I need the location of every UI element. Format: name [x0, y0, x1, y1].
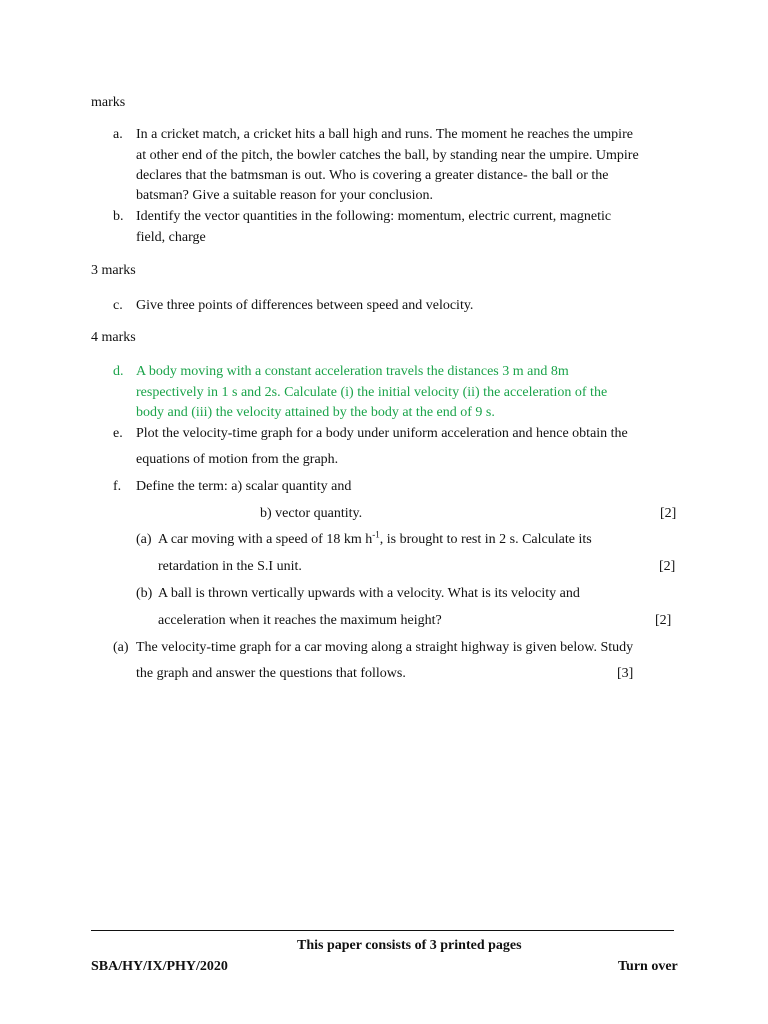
footer-turn-over: Turn over [618, 959, 678, 974]
question-f-line-2: b) vector quantity. [260, 506, 363, 521]
footer-rule [91, 930, 674, 931]
unit-exponent: -1 [372, 529, 380, 540]
question-c-line-1: Give three points of differences between speed and velocity. [136, 298, 474, 313]
footer-paper-code: SBA/HY/IX/PHY/2020 [91, 959, 228, 974]
question-a-line-3: declares that the batmsman is out. Who is covering a greater distance- the ball or the [136, 168, 609, 183]
question-d-line-1: A body moving with a constant acceleration travels the distances 3 m and 8m [136, 364, 569, 379]
question-f-mark: [2] [660, 506, 677, 521]
question-b-label: b. [113, 209, 124, 224]
question-a-line-2: at other end of the pitch, the bowler catches the ball, by standing near the umpire. Umpire [136, 148, 639, 163]
question-f-line-1: Define the term: a) scalar quantity and [136, 479, 352, 494]
question-e-line-1: Plot the velocity-time graph for a body under uniform acceleration and hence obtain the [136, 426, 628, 441]
question-e-label: e. [113, 426, 123, 441]
question-a-line-4: batsman? Give a suitable reason for your conclusion. [136, 188, 434, 203]
section-3-marks-heading: 3 marks [91, 263, 136, 278]
section-marks-heading: marks [91, 95, 126, 110]
question-a-label: a. [113, 127, 123, 142]
subquestion-b-label: (b) [136, 586, 153, 601]
question-e-line-2: equations of motion from the graph. [136, 452, 339, 467]
question-d-line-3: body and (iii) the velocity attained by the body at the end of 9 s. [136, 405, 495, 420]
subquestion-a-line-1 [158, 530, 592, 550]
subquestion-a-mark: [2] [659, 559, 676, 574]
question-c-label: c. [113, 298, 123, 313]
section-4-marks-heading: 4 marks [91, 330, 136, 345]
graph-question-line-1: The velocity-time graph for a car moving along a straight highway is given below. Study [136, 640, 634, 655]
question-a-line-1: In a cricket match, a cricket hits a ball high and runs. The moment he reaches the umpire [136, 127, 633, 142]
subquestion-b-line-2: acceleration when it reaches the maximum height? [158, 613, 442, 628]
graph-question-line-2: the graph and answer the questions that follows. [136, 666, 406, 681]
subquestion-a-text-pre: A car moving with a speed of 18 km h [158, 532, 373, 547]
subquestion-a-text-post: , is brought to rest in 2 s. Calculate its [379, 532, 592, 547]
question-d-label: d. [113, 364, 124, 379]
graph-question-mark: [3] [617, 666, 634, 681]
question-b-line-1: Identify the vector quantities in the following: momentum, electric current, magnetic [136, 209, 612, 224]
question-f-label: f. [113, 479, 122, 494]
footer-pages-note: This paper consists of 3 printed pages [297, 938, 522, 953]
subquestion-a-label: (a) [136, 532, 152, 547]
subquestion-a-line-2: retardation in the S.I unit. [158, 559, 302, 574]
graph-question-label: (a) [113, 640, 129, 655]
subquestion-b-line-1: A ball is thrown vertically upwards with a velocity. What is its velocity and [158, 586, 580, 601]
question-d-line-2: respectively in 1 s and 2s. Calculate (i) the initial velocity (ii) the acceleration of the [136, 385, 608, 400]
question-b-line-2: field, charge [136, 230, 206, 245]
subquestion-b-mark: [2] [655, 613, 672, 628]
